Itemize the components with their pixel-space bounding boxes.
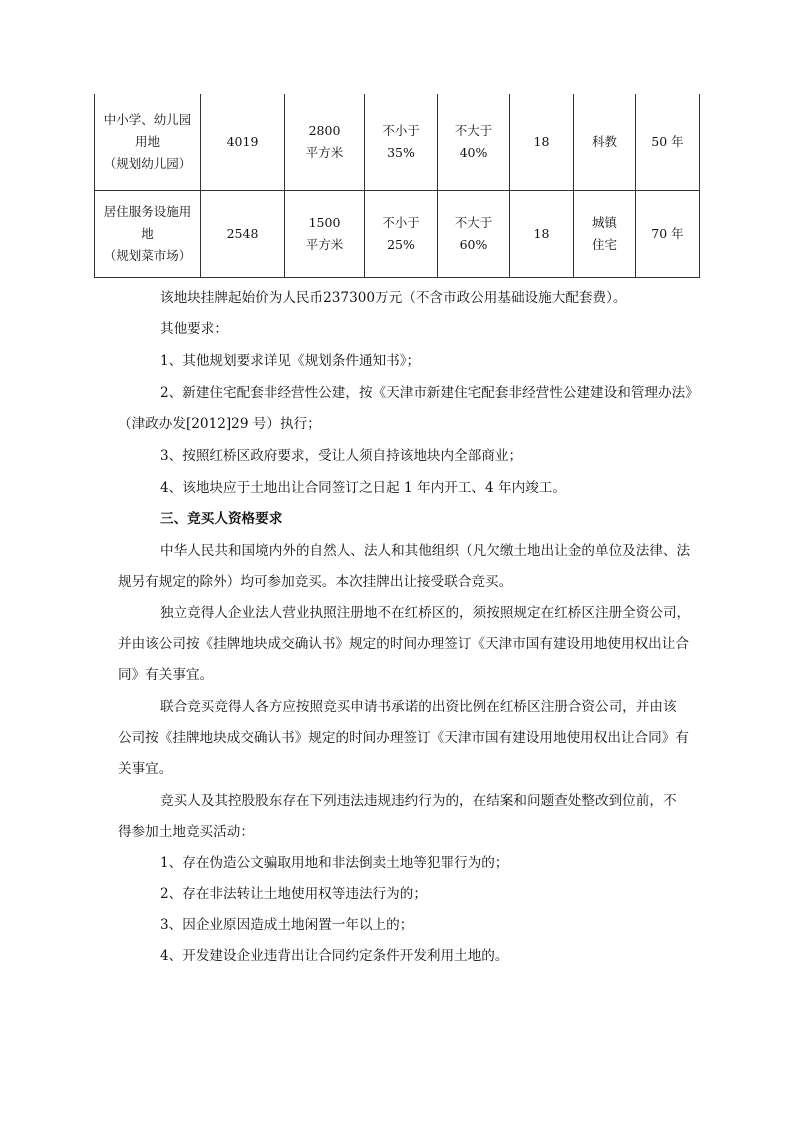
price-statement: 该地块挂牌起始价为人民币237300万元（不含市政公用基础设施大配套费）。 [160,290,627,306]
land-use-cell: 居住服务设施用 地 （规划菜市场） [95,191,201,278]
greening-cell: 不小于 25% [365,191,438,278]
paragraph-line: 得参加土地竞买活动： [118,824,254,840]
violation-item: 4、开发建设企业违背出让合同约定条件开发利用土地的。 [160,948,509,964]
height-cell: 18 [510,94,574,191]
land-parcel-table [94,94,700,278]
requirement-item: 3、按照红桥区政府要求，受让人须自持该地块内全部商业； [160,448,523,464]
greening-cell: 不小于 35% [365,94,438,191]
table-row [95,191,700,278]
paragraph-line: 竞买人及其控股股东存在下列违法违规违约行为的，在结案和问题查处整改到位前，不 [160,793,677,809]
building-area-cell: 1500 平方米 [285,191,365,278]
paragraph-line: 联合竞买竞得人各方应按照竞买申请书承诺的出资比例在红桥区注册合资公司，并由该 [160,699,677,715]
height-cell: 18 [510,191,574,278]
land-use-cell: 中小学、幼儿园 用地 （规划幼儿园） [95,94,201,191]
paragraph-line: 中华人民共和国境内外的自然人、法人和其他组织（凡欠缴土地出让金的单位及法律、法 [160,543,691,559]
area-cell: 4019 [201,94,285,191]
requirement-item: 4、该地块应于土地出让合同签订之日起 1 年内开工、4 年内竣工。 [160,480,566,496]
paragraph-line: 关事宜。 [118,761,173,777]
requirement-item-continued: （津政办发[2012]29 号）执行； [118,416,321,432]
violation-item: 3、因企业原因造成土地闲置一年以上的； [160,917,414,933]
paragraph-line: 公司按《挂牌地块成交确认书》规定的时间办理签订《天津市国有建设用地使用权出让合同》有 [118,730,689,746]
term-cell: 50 年 [636,94,700,191]
violation-item: 1、存在伪造公文骗取用地和非法倒卖土地等犯罪行为的； [160,855,509,871]
section-heading: 三、竞买人资格要求 [160,511,283,527]
density-cell: 不大于 40% [438,94,510,191]
term-cell: 70 年 [636,191,700,278]
requirement-item: 1、其他规划要求详见《规划条件通知书》； [160,353,421,369]
use-type-cell: 城镇 住宅 [574,191,636,278]
violation-item: 2、存在非法转让土地使用权等违法行为的； [160,886,427,902]
other-requirements-title: 其他要求： [160,321,228,337]
area-cell: 2548 [201,191,285,278]
requirement-item: 2、新建住宅配套非经营性公建，按《天津市新建住宅配套非经营性公建建设和管理办法》 [160,385,699,401]
paragraph-line: 规另有规定的除外）均可参加竞买。本次挂牌出让接受联合竞买。 [118,574,513,590]
paragraph-line: 并由该公司按《挂牌地块成交确认书》规定的时间办理签订《天津市国有建设用地使用权出让合 [118,636,689,652]
density-cell: 不大于 60% [438,191,510,278]
building-area-cell: 2800 平方米 [285,94,365,191]
paragraph-line: 独立竞得人企业法人营业执照注册地不在红桥区的，须按照规定在红桥区注册全资公司， [160,605,691,621]
table-row [95,94,700,191]
use-type-cell: 科教 [574,94,636,191]
paragraph-line: 同》有关事宜。 [118,667,214,683]
